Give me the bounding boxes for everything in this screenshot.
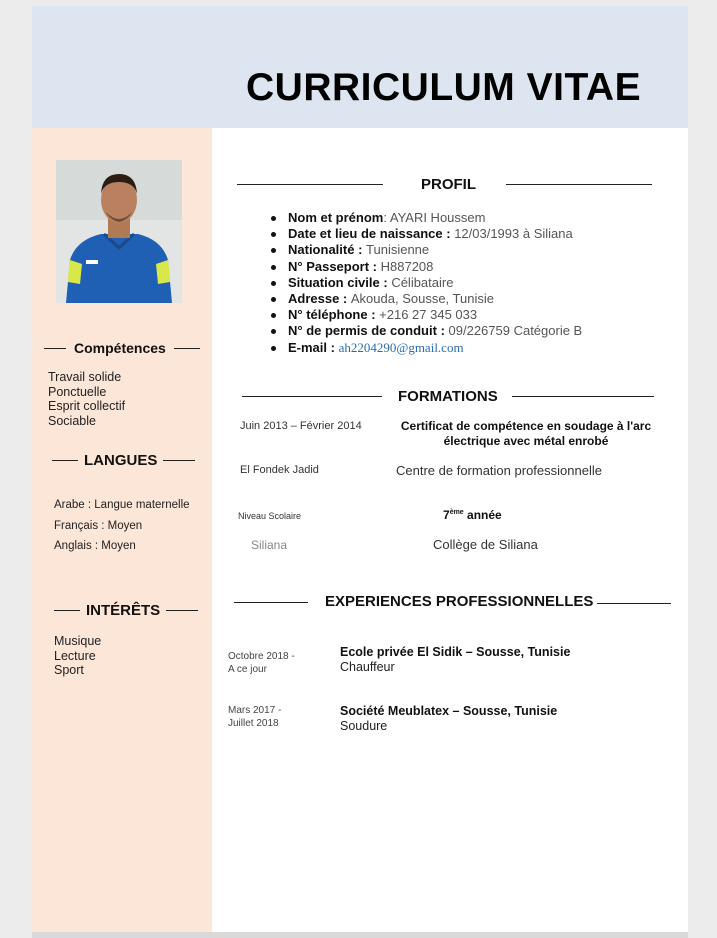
sidebar — [32, 128, 212, 932]
list-item: Sociable — [48, 413, 96, 428]
person-photo-illustration — [56, 160, 182, 303]
formation-certificate: Certificat de compétence en soudage à l'arc électrique avec métal enrobé — [400, 419, 652, 448]
interets-list — [54, 634, 101, 678]
cv-page — [32, 6, 688, 932]
profil-item: Adresse : Akouda, Sousse, Tunisie — [288, 291, 582, 307]
divider — [242, 396, 382, 397]
experience-date: Mars 2017 - Juillet 2018 — [228, 705, 282, 729]
formation-place: El Fondek Jadid — [240, 464, 319, 476]
divider — [237, 184, 383, 185]
interets-heading: INTÉRÊTS — [54, 602, 198, 619]
list-item: Sport — [54, 663, 84, 677]
page-edge — [32, 932, 688, 938]
list-item: Musique — [54, 634, 102, 648]
niveau-value: 7ème année — [443, 508, 502, 522]
competences-heading: Compétences — [44, 340, 200, 356]
header-banner — [32, 6, 688, 128]
profil-item: Nationalité : Tunisienne — [288, 242, 582, 258]
list-item: Ponctuelle — [48, 384, 107, 399]
profil-item: Situation civile : Célibataire — [288, 275, 582, 291]
niveau-label: Niveau Scolaire — [238, 511, 302, 521]
list-item: Arabe : Langue maternelle — [54, 499, 190, 511]
formation-center-2: Collège de Siliana — [433, 537, 538, 552]
experience-entry: Société Meublatex – Sousse, Tunisie Soudure — [340, 704, 558, 733]
langues-list — [54, 495, 190, 557]
profil-item: N° Passeport : H887208 — [288, 259, 582, 275]
profil-item: N° téléphone : +216 27 345 033 — [288, 307, 582, 323]
profil-item: E-mail : ah2204290@gmail.com — [288, 340, 582, 356]
divider — [506, 184, 652, 185]
experience-date: Octobre 2018 - A ce jour — [228, 651, 295, 675]
list-item: Français : Moyen — [54, 519, 143, 532]
list-item: Esprit collectif — [48, 399, 126, 413]
profil-item: Date et lieu de naissance : 12/03/1993 à Siliana — [288, 226, 582, 242]
divider — [512, 396, 654, 397]
list-item: Travail solide — [48, 370, 122, 384]
profil-heading: PROFIL — [421, 176, 476, 193]
experience-entry: Ecole privée El Sidik – Sousse, Tunisie Chauffeur — [340, 645, 571, 674]
profil-item: N° de permis de conduit : 09/226759 Catégorie B — [288, 323, 583, 339]
langues-heading: LANGUES — [52, 452, 195, 469]
profil-item: Nom et prénom: AYARI Houssem — [288, 210, 582, 226]
list-item: Lecture — [54, 648, 96, 663]
experiences-heading: EXPERIENCES PROFESSIONNELLES — [325, 593, 594, 610]
list-item: Anglais : Moyen — [54, 540, 136, 552]
email-link[interactable]: ah2204290@gmail.com — [338, 339, 464, 355]
divider — [234, 602, 308, 603]
formation-center: Centre de formation professionnelle — [396, 463, 602, 478]
profil-list — [288, 210, 582, 356]
formation-date: Juin 2013 – Février 2014 — [240, 420, 362, 432]
competences-list — [48, 370, 125, 428]
profile-photo — [56, 160, 182, 303]
page-title: CURRICULUM VITAE — [246, 66, 642, 109]
formations-heading: FORMATIONS — [398, 388, 498, 405]
divider — [597, 603, 671, 604]
formation-place-2: Siliana — [251, 538, 288, 552]
